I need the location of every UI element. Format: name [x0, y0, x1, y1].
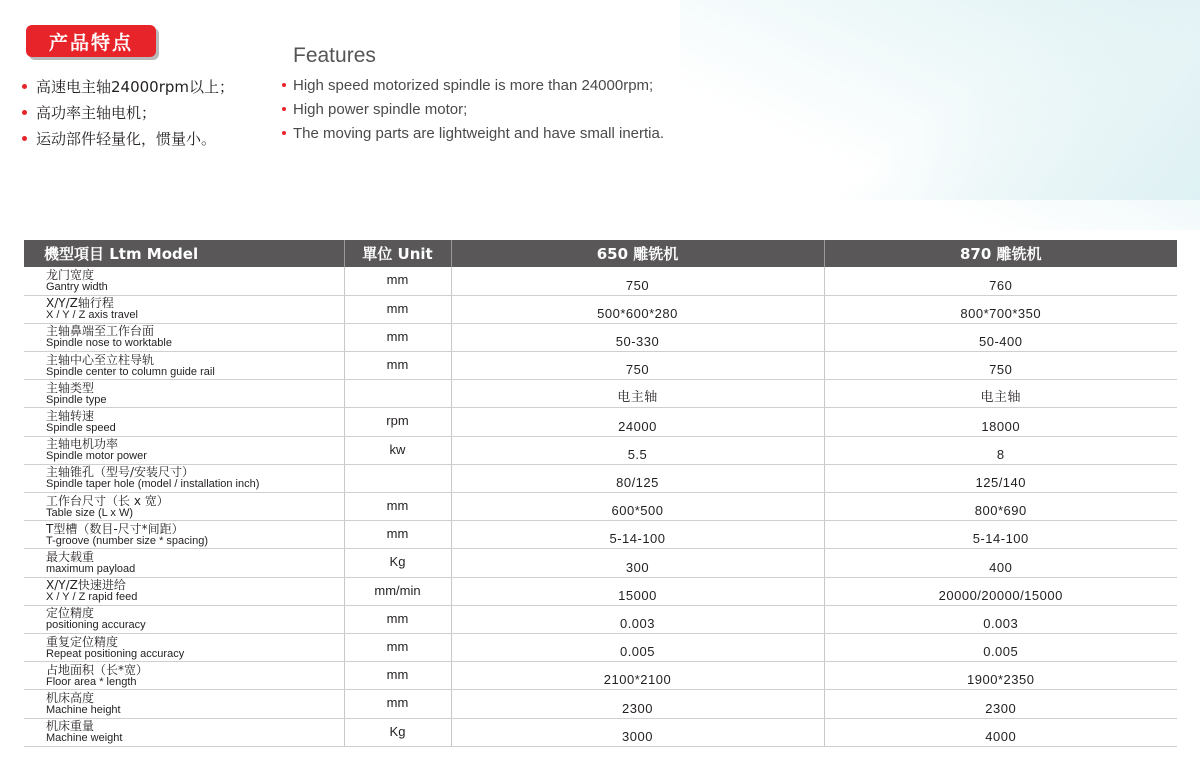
background-tint-accent: [820, 0, 1200, 200]
bullet-icon: [282, 83, 286, 87]
spec-650-value: 5.5: [451, 436, 824, 464]
cn-feature-text: 高速电主轴24000rpm以上；: [36, 77, 235, 96]
spec-item-cn: 机床重量: [46, 719, 95, 734]
spec-item-cell: [24, 380, 344, 408]
spec-item-cn: 主轴中心至立柱导轨: [46, 352, 155, 367]
spec-unit-cell: mm: [344, 690, 451, 718]
en-feature-text: The moving parts are lightweight and have small inertia.: [293, 124, 665, 142]
table-row: [24, 493, 1177, 521]
spec-item-cn: 龙门宽度: [46, 267, 95, 282]
spec-item-cn: X/Y/Z轴行程: [46, 296, 114, 311]
table-row: [24, 577, 1177, 605]
table-row: [24, 380, 1177, 408]
spec-item-cell: [24, 605, 344, 633]
bullet-icon: [282, 131, 286, 135]
spec-item-en: Machine height: [46, 703, 121, 716]
spec-650-value: 300: [451, 549, 824, 577]
en-feature-item: [282, 97, 664, 121]
en-feature-text: High power spindle motor;: [293, 100, 468, 118]
spec-870-value: 电主轴: [824, 380, 1177, 408]
spec-650-value: 750: [451, 352, 824, 380]
spec-870-value: 800*700*350: [824, 295, 1177, 323]
table-row: [24, 323, 1177, 351]
spec-item-cn: 机床高度: [46, 690, 95, 705]
spec-650-value: 500*600*280: [451, 295, 824, 323]
spec-item-cn: X/Y/Z快速进给: [46, 578, 126, 593]
spec-item-en: Machine weight: [46, 732, 123, 745]
cn-feature-text: 运动部件轻量化，惯量小。: [36, 129, 217, 148]
table-row: [24, 662, 1177, 690]
spec-item-en: Spindle nose to worktable: [46, 337, 172, 350]
spec-item-en: Repeat positioning accuracy: [46, 647, 185, 660]
header-870: 870 雕铣机: [824, 240, 1177, 267]
table-row: [24, 605, 1177, 633]
spec-item-cn: 主轴转速: [46, 409, 95, 424]
spec-item-cell: [24, 408, 344, 436]
spec-item-cell: [24, 549, 344, 577]
bullet-icon: [22, 84, 27, 89]
spec-item-en: Spindle motor power: [46, 450, 147, 463]
spec-item-cell: [24, 577, 344, 605]
table-row: [24, 352, 1177, 380]
spec-item-en: X / Y / Z axis travel: [46, 309, 138, 322]
product-features-badge: [26, 25, 156, 57]
en-feature-item: [282, 73, 664, 97]
spec-870-value: 20000/20000/15000: [824, 577, 1177, 605]
spec-table: [24, 240, 1177, 747]
cn-feature-list: [22, 73, 234, 151]
table-row: [24, 718, 1177, 746]
spec-unit-cell: rpm: [344, 408, 451, 436]
spec-item-cn: 重复定位精度: [46, 634, 119, 649]
spec-870-value: 4000: [824, 718, 1177, 746]
features-title: Features: [293, 44, 376, 67]
spec-unit-cell: Kg: [344, 718, 451, 746]
spec-item-cell: [24, 323, 344, 351]
spec-870-value: 800*690: [824, 493, 1177, 521]
spec-item-cn: 主轴类型: [46, 380, 95, 395]
cn-feature-text: 高功率主轴电机；: [36, 103, 157, 122]
spec-870-value: 5-14-100: [824, 521, 1177, 549]
spec-item-cell: [24, 690, 344, 718]
table-row: [24, 549, 1177, 577]
bullet-icon: [282, 107, 286, 111]
en-feature-list: [282, 73, 664, 145]
spec-unit-cell: mm: [344, 295, 451, 323]
spec-item-cn: 最大载重: [46, 549, 95, 564]
spec-unit-cell: mm: [344, 521, 451, 549]
spec-unit-cell: [344, 380, 451, 408]
spec-unit-cell: mm: [344, 662, 451, 690]
spec-870-value: 18000: [824, 408, 1177, 436]
spec-item-cn: 主轴锥孔（型号/安装尺寸）: [46, 465, 195, 480]
spec-870-value: 0.005: [824, 633, 1177, 661]
spec-item-cell: [24, 493, 344, 521]
spec-870-value: 8: [824, 436, 1177, 464]
spec-item-en: Spindle center to column guide rail: [46, 365, 215, 378]
spec-item-en: T-groove (number size * spacing): [46, 534, 209, 547]
spec-650-value: 电主轴: [451, 380, 824, 408]
spec-unit-cell: [344, 464, 451, 492]
table-row: [24, 408, 1177, 436]
table-row: [24, 464, 1177, 492]
spec-unit-cell: mm: [344, 633, 451, 661]
table-row: [24, 521, 1177, 549]
spec-870-value: 0.003: [824, 605, 1177, 633]
table-row: [24, 633, 1177, 661]
spec-item-en: Gantry width: [46, 280, 108, 293]
spec-870-value: 750: [824, 352, 1177, 380]
table-row: [24, 295, 1177, 323]
spec-item-en: Floor area * length: [46, 675, 137, 688]
header-650: 650 雕铣机: [451, 240, 824, 267]
spec-item-en: Spindle taper hole (model / installation inch): [46, 478, 260, 491]
table-row: [24, 690, 1177, 718]
spec-item-cell: [24, 267, 344, 295]
spec-650-value: 2300: [451, 690, 824, 718]
spec-870-value: 125/140: [824, 464, 1177, 492]
spec-item-en: Table size (L x W): [46, 506, 134, 519]
spec-870-value: 760: [824, 267, 1177, 295]
table-header-row: [24, 240, 1177, 267]
spec-item-en: X / Y / Z rapid feed: [46, 591, 138, 604]
spec-item-cn: 主轴鼻端至工作台面: [46, 324, 155, 339]
spec-item-cell: [24, 352, 344, 380]
spec-unit-cell: kw: [344, 436, 451, 464]
spec-650-value: 15000: [451, 577, 824, 605]
spec-870-value: 2300: [824, 690, 1177, 718]
cn-feature-item: [22, 73, 234, 99]
table-row: [24, 267, 1177, 295]
spec-870-value: 1900*2350: [824, 662, 1177, 690]
spec-650-value: 5-14-100: [451, 521, 824, 549]
spec-870-value: 50-400: [824, 323, 1177, 351]
spec-item-cell: [24, 436, 344, 464]
spec-item-cell: [24, 662, 344, 690]
spec-unit-cell: mm: [344, 493, 451, 521]
spec-unit-cell: mm: [344, 323, 451, 351]
en-feature-item: [282, 121, 664, 145]
spec-unit-cell: mm: [344, 605, 451, 633]
spec-650-value: 80/125: [451, 464, 824, 492]
badge-label: 产品特点: [48, 31, 133, 54]
header-model: 機型項目 Ltm Model: [24, 240, 344, 267]
spec-650-value: 750: [451, 267, 824, 295]
spec-650-value: 3000: [451, 718, 824, 746]
spec-unit-cell: mm: [344, 267, 451, 295]
spec-870-value: 400: [824, 549, 1177, 577]
spec-650-value: 0.003: [451, 605, 824, 633]
spec-item-en: Spindle speed: [46, 422, 116, 435]
spec-item-cell: [24, 464, 344, 492]
spec-650-value: 600*500: [451, 493, 824, 521]
spec-item-en: maximum payload: [46, 562, 136, 575]
spec-item-en: positioning accuracy: [46, 619, 146, 632]
spec-unit-cell: mm: [344, 352, 451, 380]
table-row: [24, 436, 1177, 464]
spec-650-value: 0.005: [451, 633, 824, 661]
spec-item-cn: T型槽（数目-尺寸*间距）: [46, 521, 184, 536]
spec-unit-cell: Kg: [344, 549, 451, 577]
spec-item-cell: [24, 718, 344, 746]
spec-650-value: 24000: [451, 408, 824, 436]
spec-item-cn: 工作台尺寸（长 x 宽）: [46, 493, 169, 508]
spec-item-cn: 定位精度: [46, 606, 95, 621]
spec-650-value: 50-330: [451, 323, 824, 351]
spec-650-value: 2100*2100: [451, 662, 824, 690]
spec-unit-cell: mm/min: [344, 577, 451, 605]
spec-item-cell: [24, 521, 344, 549]
spec-item-cn: 占地面积（长*宽）: [46, 662, 149, 677]
header-unit: 單位 Unit: [344, 240, 451, 267]
cn-feature-item: [22, 99, 234, 125]
spec-item-cell: [24, 633, 344, 661]
spec-item-cell: [24, 295, 344, 323]
spec-item-cn: 主轴电机功率: [46, 437, 119, 452]
bullet-icon: [22, 136, 27, 141]
bullet-icon: [22, 110, 27, 115]
en-feature-text: High speed motorized spindle is more than 24000rpm;: [293, 76, 654, 94]
spec-item-en: Spindle type: [46, 393, 107, 406]
cn-feature-item: [22, 125, 234, 151]
